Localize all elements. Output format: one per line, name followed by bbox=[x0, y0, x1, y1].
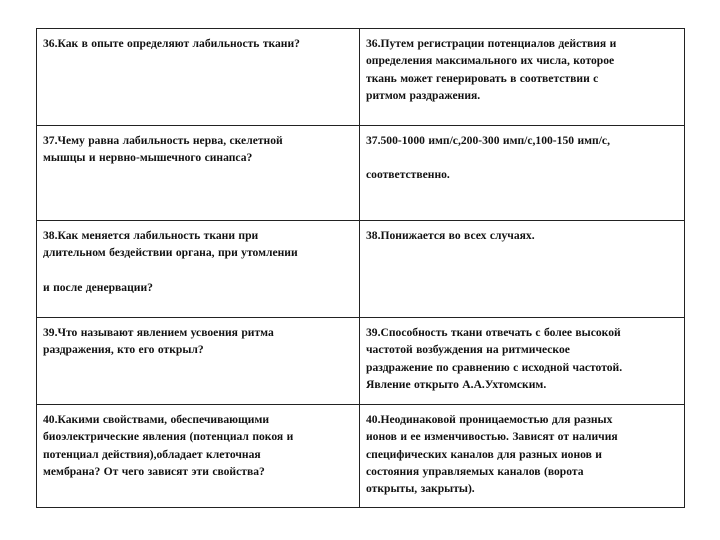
answer-line: специфических каналов для разных ионов и bbox=[366, 447, 602, 461]
answer-line: 37.500-1000 имп/с,200-300 имп/с,100-150 имп/с, bbox=[366, 134, 610, 147]
question-line: раздражения, кто его открыл? bbox=[43, 343, 204, 357]
qa-table bbox=[36, 28, 685, 508]
question-cell bbox=[37, 405, 360, 508]
answer-line: открыты, закрыты). bbox=[366, 482, 475, 496]
question-cell bbox=[37, 126, 360, 221]
table-row bbox=[37, 221, 685, 318]
answer-line: ткань может генерировать в соответствии с bbox=[366, 71, 599, 85]
question-line: 39.Что называют явлением усвоения ритма bbox=[43, 326, 274, 339]
answer-cell bbox=[360, 29, 685, 126]
question-line: 40.Какими свойствами, обеспечивающими bbox=[43, 413, 270, 426]
table-row bbox=[37, 29, 685, 126]
question-line: 36.Как в опыте определяют лабильность ткани? bbox=[43, 37, 300, 50]
answer-line: ионов и ее изменчивостью. Зависят от наличия bbox=[366, 430, 618, 444]
question-line: и после денервации? bbox=[43, 280, 153, 294]
table-row bbox=[37, 126, 685, 221]
question-line: 38.Как меняется лабильность ткани при bbox=[43, 229, 259, 242]
answer-line: Явление открыто А.А.Ухтомским. bbox=[366, 377, 547, 391]
answer-line: определения максимального их числа, которое bbox=[366, 54, 615, 68]
answer-cell bbox=[360, 318, 685, 405]
question-cell bbox=[37, 29, 360, 126]
answer-line: ритмом раздражения. bbox=[366, 88, 481, 102]
question-line: мышцы и нервно-мышечного синапса? bbox=[43, 151, 253, 165]
table-row bbox=[37, 405, 685, 508]
question-line: биоэлектрические явления (потенциал покоя и bbox=[43, 430, 294, 444]
answer-line: 38.Понижается во всех случаях. bbox=[366, 229, 535, 242]
answer-line: 40.Неодинаковой проницаемостью для разных bbox=[366, 413, 613, 426]
question-line: мембрана? От чего зависят эти свойства? bbox=[43, 464, 265, 478]
table-row bbox=[37, 318, 685, 405]
question-cell bbox=[37, 221, 360, 318]
answer-line: соответственно. bbox=[366, 168, 450, 182]
answer-line: раздражение по сравнению с исходной частотой. bbox=[366, 360, 623, 374]
answer-line: частотой возбуждения на ритмическое bbox=[366, 343, 570, 357]
answer-cell bbox=[360, 405, 685, 508]
answer-cell bbox=[360, 221, 685, 318]
question-line: длительном бездействии органа, при утомлении bbox=[43, 246, 298, 260]
answer-line: 39.Способность ткани отвечать с более высокой bbox=[366, 326, 621, 339]
answer-line: 36.Путем регистрации потенциалов действия и bbox=[366, 37, 617, 50]
answer-cell bbox=[360, 126, 685, 221]
question-cell bbox=[37, 318, 360, 405]
question-line: потенциал действия),обладает клеточная bbox=[43, 447, 261, 461]
answer-line: состояния управляемых каналов (ворота bbox=[366, 464, 584, 478]
question-line: 37.Чему равна лабильность нерва, скелетной bbox=[43, 134, 283, 147]
